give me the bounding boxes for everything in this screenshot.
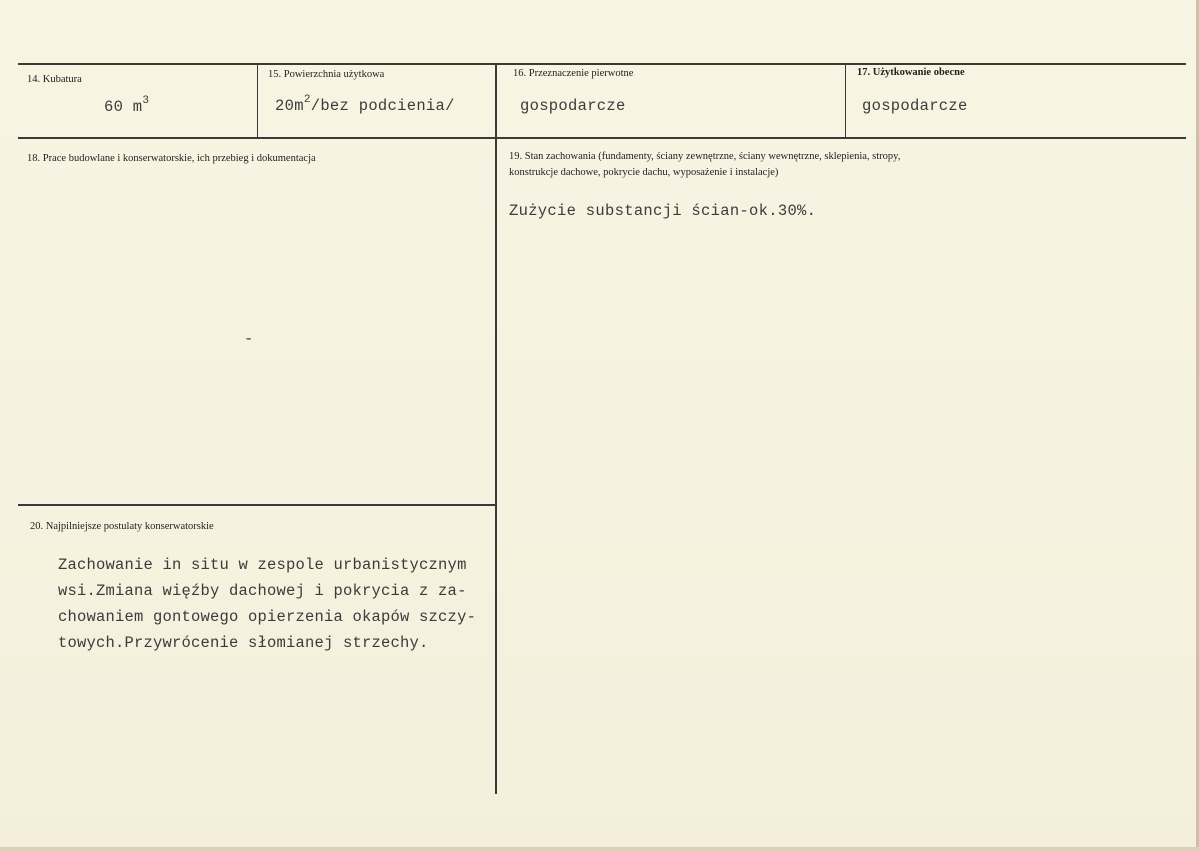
field-20-line: wsi.Zmiana więźby dachowej i pokrycia z za- <box>58 582 467 600</box>
card-bottom-edge <box>0 847 1199 851</box>
col-divider-1 <box>257 63 258 139</box>
field-20-line: chowaniem gontowego opierzenia okapów szczy- <box>58 608 477 626</box>
field-14-value: 60 $m^3$ <box>104 95 150 117</box>
field-18-label: 18. Prace budowlane i konserwatorskie, ich przebieg i dokumentacja <box>27 153 316 164</box>
field-20-label: 20. Najpilniejsze postulaty konserwatorskie <box>30 521 214 532</box>
section20-top-rule <box>18 504 496 506</box>
field-18-value: - <box>244 330 254 348</box>
field-15-label: 15. Powierzchnia użytkowa <box>268 69 385 80</box>
field-15-value: $20m^2$/bez podcienia/ <box>275 94 455 116</box>
row1-bottom-rule <box>18 137 1186 139</box>
col-divider-3 <box>845 63 846 139</box>
top-rule <box>18 63 1186 65</box>
field-20-line: Zachowanie in situ w zespole urbanistycznym <box>58 556 467 574</box>
field-17-value: gospodarcze <box>862 97 968 115</box>
field-17-label: 17. Użytkowanie obecne <box>857 67 965 78</box>
field-20-line: towych.Przywrócenie słomianej strzechy. <box>58 634 429 652</box>
field-16-value: gospodarcze <box>520 97 626 115</box>
field-20-text <box>58 552 476 656</box>
field-14-label: 14. Kubatura <box>27 74 82 85</box>
field-19-label-line2: konstrukcje dachowe, pokrycie dachu, wyposażenie i instalacje) <box>509 167 779 178</box>
field-19-value: Zużycie substancji ścian-ok.30%. <box>509 202 817 220</box>
col-divider-2 <box>495 63 497 794</box>
field-19-label-line1: 19. Stan zachowania (fundamenty, ściany zewnętrzne, ściany wewnętrzne, sklepienia, stropy, <box>509 151 901 162</box>
field-16-label: 16. Przeznaczenie pierwotne <box>513 68 634 79</box>
